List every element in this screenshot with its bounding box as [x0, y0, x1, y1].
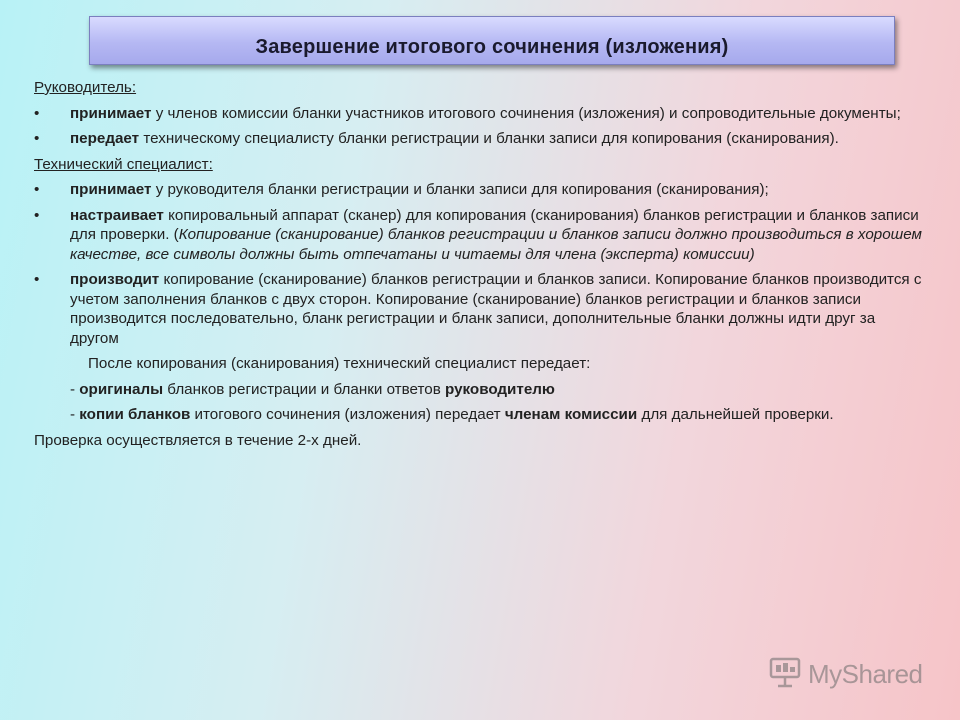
slide-title: Завершение итогового сочинения (изложения) [255, 36, 729, 58]
handover-line-copies [34, 405, 926, 425]
role-heading-tech-specialist: Технический специалист: [34, 155, 213, 173]
item-text: копировальный аппарат (сканер) для копирования (сканирования) бланков регистрации и бланков записи для проверки. ( [70, 206, 919, 243]
line-text: бланков регистрации и бланки ответов [163, 380, 445, 398]
item-text: у членов комиссии бланки участников итогового сочинения (изложения) и сопроводительные документы; [151, 104, 901, 122]
presentation-board-icon [768, 655, 802, 694]
list-item [34, 180, 926, 200]
emphasis: руководителю [445, 380, 555, 398]
role-heading-manager: Руководитель: [34, 79, 137, 96]
bullet-marker: • [34, 271, 40, 288]
action-verb: передает [70, 130, 140, 147]
list-item [34, 104, 926, 124]
action-verb: принимает [70, 181, 152, 198]
slide-content [34, 78, 926, 456]
emphasis: копии бланков [79, 406, 191, 423]
bullet-marker: • [34, 104, 40, 122]
line-text: итогового сочинения (изложения) передает [190, 406, 505, 423]
action-verb: настраивает [70, 206, 164, 224]
line-text: для дальнейшей проверки. [637, 406, 834, 423]
slide-title-box [89, 16, 895, 65]
watermark-logo [768, 655, 923, 694]
item-text: у руководителя бланки регистрации и бланки записи для копирования (сканирования); [151, 181, 769, 198]
watermark-text: MyShared [808, 659, 923, 689]
list-item [34, 270, 926, 348]
item-text: копирование (сканирование) бланков регистрации и бланков записи. Копирование бланков производится с учетом заполнения бланков с двух сторон. Копирование (сканирование) бланков регистрации и бланков записи производится последовательно, бланк регистрации и бланк записи, дополнительные бланки должны идти друг за другом [70, 271, 922, 347]
bullet-marker: • [34, 206, 40, 224]
emphasis: членам комиссии [504, 406, 638, 423]
action-verb: производит [70, 271, 160, 288]
list-item [34, 129, 926, 149]
bullet-marker: • [34, 130, 40, 147]
bullet-marker: • [34, 181, 40, 198]
dash: - [70, 406, 80, 423]
emphasis: оригиналы [79, 380, 164, 398]
action-verb: принимает [70, 104, 152, 122]
item-note: Копирование (сканирование) бланков регистрации и бланков записи должно производиться в хорошем качестве, все символы должны быть отпечатаны и читаемы для члена (эксперта) комиссии) [70, 226, 922, 263]
deadline-note: Проверка осуществляется в течение 2-х дней. [34, 431, 362, 449]
handover-line-originals [34, 380, 926, 400]
item-text: техническому специалисту бланки регистрации и бланки записи для копирования (сканирования). [139, 130, 839, 147]
list-item [34, 206, 926, 265]
handover-intro: После копирования (сканирования) технический специалист передает: [88, 355, 591, 372]
dash: - [70, 380, 80, 398]
